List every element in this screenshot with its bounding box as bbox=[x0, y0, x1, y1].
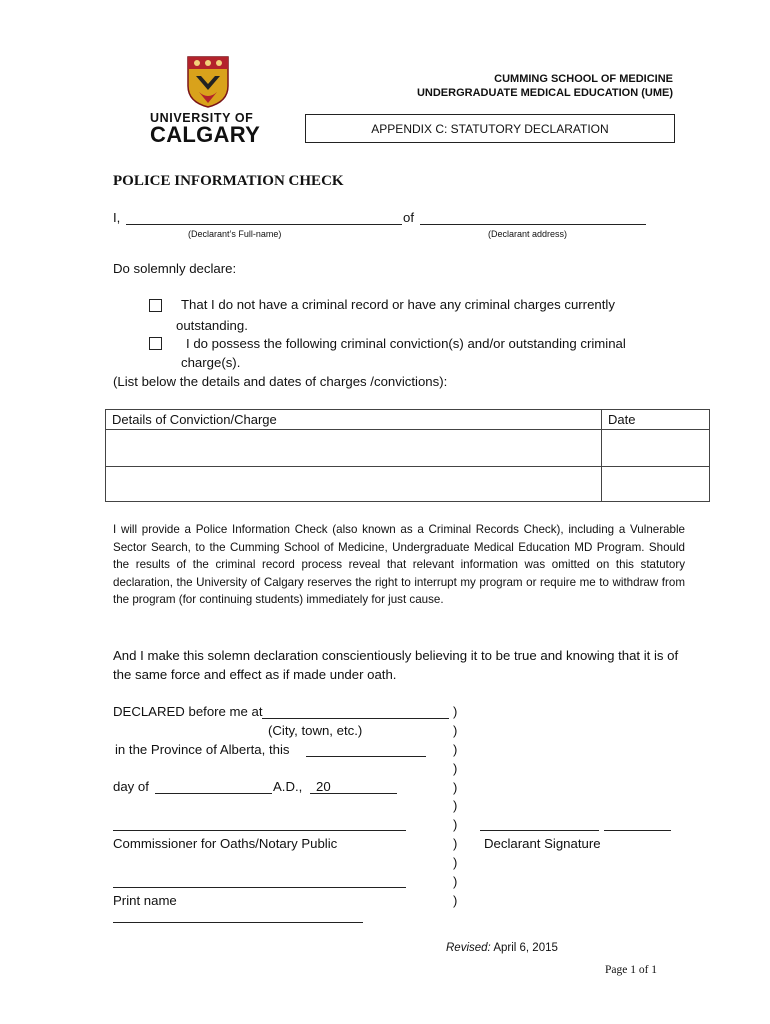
has-record-checkbox[interactable] bbox=[149, 337, 162, 350]
day-number-field[interactable] bbox=[306, 742, 426, 757]
commissioner-signature-line[interactable] bbox=[113, 820, 406, 831]
of-label: of bbox=[403, 210, 414, 225]
name-caption: (Declarant’s Full-name) bbox=[188, 229, 282, 239]
declarant-address-field[interactable] bbox=[420, 210, 646, 225]
university-crest-logo bbox=[187, 56, 229, 108]
date-cell[interactable] bbox=[602, 430, 710, 467]
revised-label: Revised: bbox=[446, 942, 491, 954]
declarant-signature-line[interactable] bbox=[604, 820, 671, 831]
program-name: UNDERGRADUATE MEDICAL EDUCATION (UME) bbox=[416, 87, 673, 99]
province-label: in the Province of Alberta, this bbox=[115, 742, 290, 757]
paren: ) bbox=[453, 836, 458, 851]
paren: ) bbox=[453, 798, 458, 813]
declarant-signature-label: Declarant Signature bbox=[484, 836, 601, 851]
page-number: Page 1 of 1 bbox=[605, 964, 658, 976]
month-field[interactable] bbox=[155, 779, 272, 794]
paren: ) bbox=[453, 780, 458, 795]
declared-before-label: DECLARED before me at bbox=[113, 704, 263, 719]
paren: ) bbox=[453, 723, 458, 738]
city-caption: (City, town, etc.) bbox=[268, 723, 363, 738]
declarant-signature-line[interactable] bbox=[480, 820, 599, 831]
paren: ) bbox=[453, 742, 458, 757]
school-name: CUMMING SCHOOL OF MEDICINE bbox=[494, 73, 673, 85]
details-header: Details of Conviction/Charge bbox=[106, 410, 602, 430]
list-instruction: (List below the details and dates of charges /convictions): bbox=[113, 374, 448, 389]
police-check-paragraph: I will provide a Police Information Check (also known as a Criminal Records Check), including a Vulnerable Sector Search, to the Cumming School of Medicine, Undergraduate Medical Education MD Program. Should the results of the criminal record process reveal that relevant information was omitted on this statutory declaration, the University of Calgary reserves the right to interrupt my program or require me to withdraw from the program (for continuing students) immediately for just cause. bbox=[113, 523, 685, 607]
day-of-label: day of bbox=[113, 779, 149, 794]
ad-label: A.D., bbox=[273, 779, 303, 794]
paren: ) bbox=[453, 855, 458, 870]
print-name-label: Print name bbox=[113, 893, 177, 908]
appendix-box bbox=[305, 114, 675, 143]
option1-line1: That I do not have a criminal record or have any criminal charges currently bbox=[181, 297, 615, 312]
date-cell[interactable] bbox=[602, 467, 710, 502]
i-label: I, bbox=[113, 210, 121, 225]
convictions-table bbox=[105, 409, 710, 502]
year-field[interactable] bbox=[310, 779, 397, 794]
print-name-line[interactable] bbox=[113, 877, 406, 888]
option2-line1: I do possess the following criminal conviction(s) and/or outstanding criminal bbox=[186, 336, 626, 351]
option2-line2: charge(s). bbox=[181, 355, 241, 370]
commissioner-label: Commissioner for Oaths/Notary Public bbox=[113, 836, 338, 851]
year-prefix: 20 bbox=[316, 779, 331, 794]
no-record-checkbox[interactable] bbox=[149, 299, 162, 312]
university-name-line2: CALGARY bbox=[150, 122, 261, 147]
revised-date: April 6, 2015 bbox=[493, 942, 558, 954]
city-field[interactable] bbox=[262, 704, 449, 719]
university-name-line1: UNIVERSITY OF bbox=[150, 111, 254, 125]
paren: ) bbox=[453, 704, 458, 719]
solemn-declaration: And I make this solemn declaration conscientiously believing it to be true and knowing that it is of the same force and effect as if made under oath. bbox=[113, 648, 679, 682]
form-title: POLICE INFORMATION CHECK bbox=[113, 173, 344, 189]
address-caption: (Declarant address) bbox=[488, 229, 568, 239]
declare-label: Do solemnly declare: bbox=[113, 261, 237, 276]
revision-note bbox=[446, 942, 558, 954]
paren: ) bbox=[453, 817, 458, 832]
details-cell[interactable] bbox=[106, 467, 602, 502]
date-header: Date bbox=[602, 410, 710, 430]
paren: ) bbox=[453, 893, 458, 908]
declarant-name-field[interactable] bbox=[126, 210, 402, 225]
option1-line2: outstanding. bbox=[176, 318, 248, 333]
appendix-title: APPENDIX C: STATUTORY DECLARATION bbox=[371, 121, 609, 136]
print-name-field[interactable] bbox=[113, 912, 363, 923]
details-cell[interactable] bbox=[106, 430, 602, 467]
paren: ) bbox=[453, 761, 458, 776]
paren: ) bbox=[453, 874, 458, 889]
